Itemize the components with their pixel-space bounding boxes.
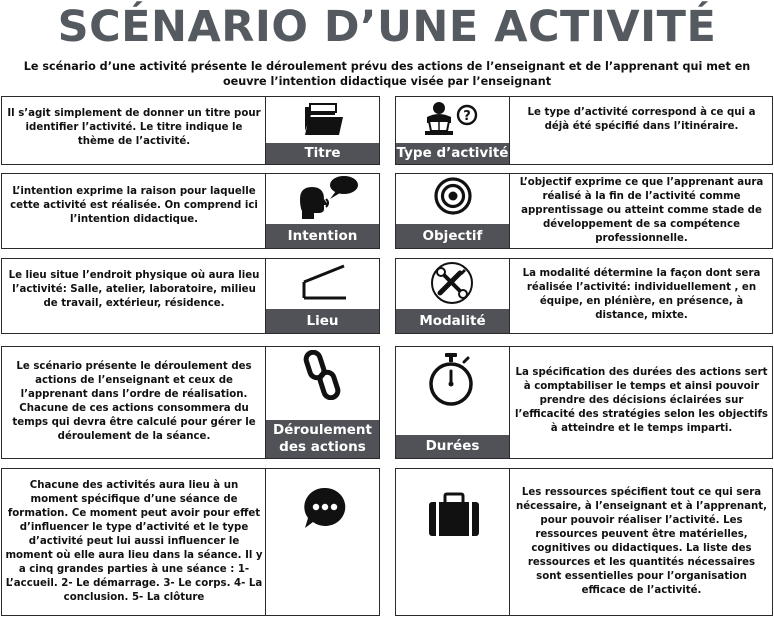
moment-description: Chacune des activités aura lieu à un moment spécifique d’une séance de formation. Ce moment peut avoir pour effet d’influencer le type d’activité et le type d’activité peut lui aussi influencer le moment où elle aura lieu dans la séance. Il y a cinq grandes parties à une séance : 1- L’accueil. 2- Le démarrage. 3- Le corps. 4- La conclusion. 5- La clôture (5, 480, 263, 603)
modalite-label: Modalité (396, 309, 509, 333)
durees-description: La spécification des durées des actions sert à comptabiliser le temps et ainsi pouvoir prendre des décisions éclairées sur l’efficacité des stratégies selon les objectifs à atteindre et le temps imparti. (515, 367, 768, 434)
speaking-head-icon (296, 175, 360, 219)
intention-description: L’intention exprime la raison pour laquelle cette activité est réalisée. On comprend ici l’intention didactique. (10, 186, 258, 225)
type-description: Le type d’activité correspond à ce qui a déjà été spécifié dans l’itinéraire. (527, 107, 756, 132)
objectif-description: L’objectif exprime ce que l’apprenant aura réalisé à la fin de l’activité comme apprentissage ou atteint comme stade de développement de sa compétence professionnelle. (519, 177, 764, 244)
folder-icon (303, 101, 345, 137)
deroulement-label: Déroulement des actions (266, 420, 379, 458)
stopwatch-icon (426, 352, 476, 408)
speech-bubble-icon (303, 486, 347, 530)
page-title: SCÉNARIO D’UNE ACTIVITÉ (57, 2, 717, 52)
svg-text:?: ? (463, 109, 471, 124)
chain-link-icon (302, 350, 342, 400)
tools-icon (430, 261, 474, 305)
deroulement-description: Le scénario présente le déroulement des actions de l’enseignant et ceux de l’apprenant dans l’ordre de réalisation. Chacune de ces actions consommera du temps qui devra être calculé pour gérer le déroulement de la séance. (12, 361, 256, 442)
lieu-label: Lieu (266, 309, 379, 333)
titre-label: Titre (266, 143, 379, 164)
modalite-description: La modalité détermine la façon dont sera réalisée l’activité: individuellement , en équipe, en plénière, en présence, à distance, mixte. (522, 268, 761, 321)
page-subtitle: Le scénario d’une activité présente le déroulement prévu des actions de l’enseignant et de l’apprenant qui met en oeuvre l’intention didactique visée par l’enseignant (23, 60, 751, 88)
ressources-description: Les ressources spécifient tout ce qui sera nécessaire, à l’enseignant et à l’apprenant, pour pouvoir réaliser l’activité. Les ressources peuvent être matérielles, cognitives ou didactiques. La liste des ressources et les quantités nécessaires sont essentielles pour l’organisation efficace de l’activité. (515, 487, 768, 596)
durees-label: Durées (396, 435, 509, 458)
briefcase-icon (427, 492, 481, 538)
intention-label: Intention (266, 224, 379, 248)
lieu-description: Le lieu situe l’endroit physique où aura lieu l’activité: Salle, atelier, laboratoire, milieu de travail, extérieur, résidence. (8, 270, 260, 309)
ressources-icon-box (395, 468, 510, 616)
objectif-label: Objectif (396, 224, 509, 248)
type-label: Type d’activité (396, 143, 509, 164)
target-icon (434, 177, 472, 215)
room-corner-icon (300, 262, 350, 302)
titre-description: Il s’agit simplement de donner un titre pour identifier l’activité. Le titre indique le thème de l’activité. (7, 108, 261, 147)
reader-question-icon (425, 101, 481, 137)
